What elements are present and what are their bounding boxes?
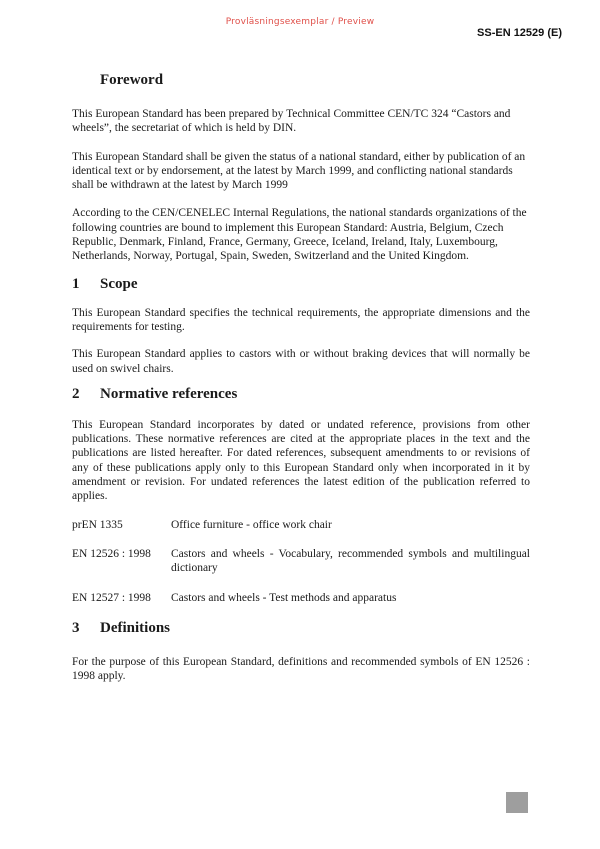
scope-paragraph-1: This European Standard specifies the technical requirements, the appropriate dimensions and the requirements for testing. xyxy=(72,306,530,333)
scope-number: 1 xyxy=(72,275,80,292)
scope-title: Scope xyxy=(100,275,138,292)
foreword-paragraph-2: This European Standard shall be given the status of a national standard, either by publication of an identical text or by endorsement, at the latest by March 1999, and conflicting national standards shall be withdrawn at the latest by March 1999 xyxy=(72,150,526,192)
normative-references-paragraph: This European Standard incorporates by dated or undated reference, provisions from other publications. These normative references are cited at the appropriate places in the text and the publications are listed hereafter. For dated references, subsequent amendments to or revisions of any of these publications apply only to this European Standard only when incorporated in it by amendment or revision. For undated references the latest edition of the publication referred to applies. xyxy=(72,418,530,503)
scope-paragraph-2: This European Standard applies to castors with or without braking devices that will normally be used on swivel chairs. xyxy=(72,348,530,375)
reference-title: Castors and wheels - Vocabulary, recommended symbols and multilingual dictionary xyxy=(171,547,530,575)
normative-references-number: 2 xyxy=(72,385,80,402)
scope-heading xyxy=(72,274,530,294)
foreword-paragraph-3: According to the CEN/CENELEC Internal Regulations, the national standards organizations of the following countries are bound to implement this European Standard: Austria, Belgium, Czech Republic, Denmark, Finland, France, Germany, Greece, Iceland, Ireland, Italy, Luxembourg, Netherlands, Norway, Portugal, Spain, Sweden, Switzerland and the United Kingdom. xyxy=(72,207,527,263)
normative-references-title: Normative references xyxy=(100,385,238,402)
preview-banner: Provläsningsexemplar / Preview xyxy=(225,17,375,27)
document-body xyxy=(72,70,530,683)
reference-code: EN 12527 : 1998 xyxy=(72,591,151,604)
reference-code: prEN 1335 xyxy=(72,518,123,531)
reference-title: Office furniture - office work chair xyxy=(171,518,332,531)
reference-item xyxy=(72,547,530,576)
reference-title: Castors and wheels - Test methods and apparatus xyxy=(171,591,397,604)
document-id: SS-EN 12529 (E) xyxy=(477,27,562,39)
normative-references-heading xyxy=(72,384,530,404)
reference-item xyxy=(72,518,530,532)
foreword-paragraph-1: This European Standard has been prepared by Technical Committee CEN/TC 324 “Castors and wheels”, the secretariat of which is held by DIN. xyxy=(72,108,511,135)
reference-code: EN 12526 : 1998 xyxy=(72,547,151,560)
reference-item xyxy=(72,591,530,605)
foreword-title: Foreword xyxy=(100,72,164,88)
definitions-heading xyxy=(72,618,530,638)
page-marker xyxy=(506,792,528,813)
definitions-title: Definitions xyxy=(100,619,171,636)
reference-list xyxy=(72,518,530,605)
definitions-number: 3 xyxy=(72,619,80,636)
definitions-paragraph: For the purpose of this European Standard, definitions and recommended symbols of EN 12526 : 1998 apply. xyxy=(72,655,530,683)
